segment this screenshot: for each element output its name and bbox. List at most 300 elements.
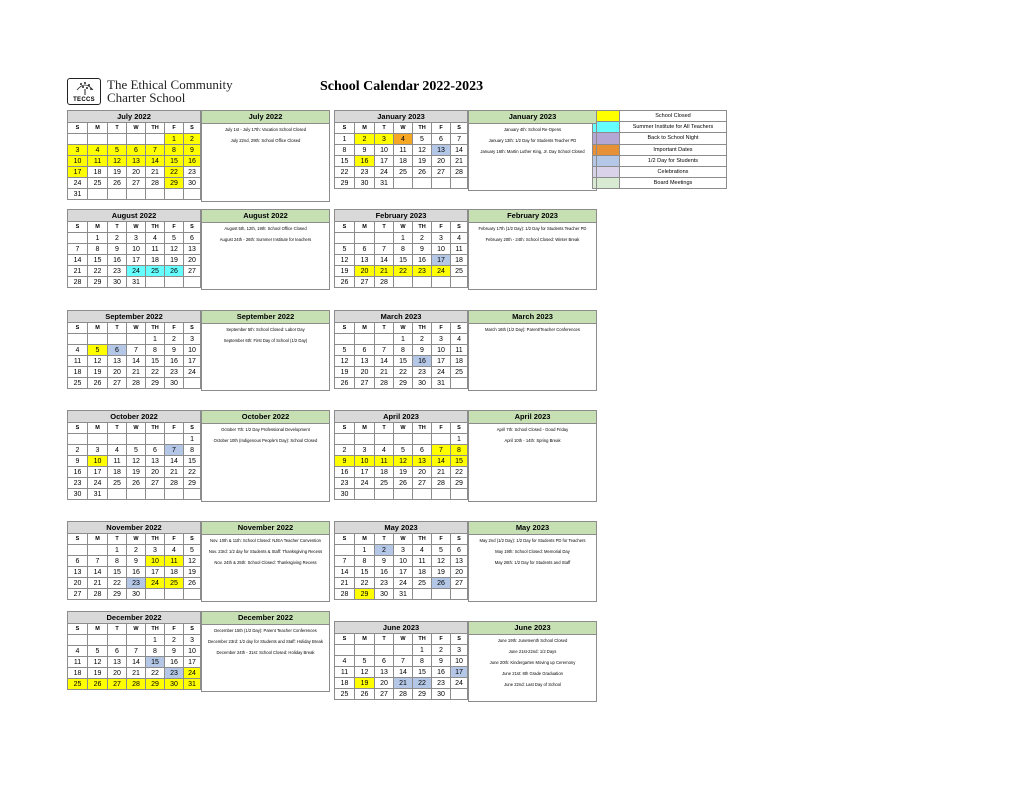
day-cell: 12: [394, 456, 413, 467]
event-note-empty: [469, 168, 597, 179]
day-cell: [394, 178, 413, 189]
day-cell: [375, 489, 394, 500]
day-cell: 27: [432, 167, 451, 178]
day-cell: 21: [127, 367, 146, 378]
weekday-header: S: [451, 423, 468, 434]
day-cell: 29: [108, 589, 127, 600]
day-cell: 1: [451, 434, 468, 445]
day-cell: 12: [88, 356, 108, 367]
weekday-header: M: [88, 222, 108, 233]
day-cell: 9: [335, 456, 355, 467]
day-cell: 16: [127, 567, 146, 578]
day-cell: 25: [146, 266, 165, 277]
day-cell: 7: [432, 445, 451, 456]
day-cell: 9: [165, 345, 184, 356]
week-row: [335, 244, 468, 255]
week-row: [335, 255, 468, 266]
day-cell: 14: [165, 456, 184, 467]
day-cell: [146, 434, 165, 445]
day-cell: 2: [432, 645, 451, 656]
day-cell: 24: [88, 478, 108, 489]
day-cell: 22: [146, 668, 165, 679]
day-cell: 9: [432, 656, 451, 667]
day-cell: 6: [108, 646, 127, 657]
event-note-empty: [469, 368, 597, 379]
day-cell: 6: [355, 244, 375, 255]
notes-title: April 2023: [469, 411, 597, 424]
month-grid-jan: [334, 110, 468, 189]
week-row: [68, 189, 201, 200]
weekday-header: T: [108, 534, 127, 545]
event-note-empty: [202, 568, 330, 579]
day-cell: 25: [413, 578, 432, 589]
event-note-empty: [469, 245, 597, 256]
day-cell: 30: [432, 689, 451, 700]
day-cell: 21: [165, 467, 184, 478]
day-cell: 20: [432, 156, 451, 167]
day-cell: 12: [413, 145, 432, 156]
day-cell: [68, 635, 88, 646]
weekday-header: TH: [146, 534, 165, 545]
day-cell: 25: [451, 266, 468, 277]
day-cell: 4: [108, 445, 127, 456]
day-cell: [394, 645, 413, 656]
event-note: June 20th: Kindergarten Moving up Ceremony: [469, 657, 597, 668]
weekday-header: TH: [413, 222, 432, 233]
day-cell: 2: [413, 233, 432, 244]
day-cell: 30: [108, 277, 127, 288]
day-cell: 28: [375, 378, 394, 389]
weekday-header: M: [88, 624, 108, 635]
event-note-empty: [469, 446, 597, 457]
event-note-empty: [202, 278, 330, 289]
event-note: April 10th - 14th: Spring Break: [469, 435, 597, 446]
day-cell: 24: [184, 668, 201, 679]
day-cell: 4: [68, 345, 88, 356]
day-cell: 14: [394, 667, 413, 678]
day-cell: 10: [375, 145, 394, 156]
day-cell: [375, 334, 394, 345]
event-note-empty: [469, 468, 597, 479]
weekday-header: S: [68, 323, 88, 334]
day-cell: 13: [146, 456, 165, 467]
day-cell: 13: [108, 657, 127, 668]
week-row: [68, 145, 201, 156]
day-cell: 4: [165, 545, 184, 556]
legend-label: Board Meetings: [620, 178, 727, 189]
weekday-header: S: [68, 534, 88, 545]
month-grid-oct: [67, 410, 201, 500]
day-cell: [375, 645, 394, 656]
week-row: [335, 134, 468, 145]
day-cell: 12: [335, 356, 355, 367]
day-cell: 7: [375, 244, 394, 255]
event-note: Nov. 23rd: 1/2 day for Students & Staff: Thanksgiving Recess: [202, 546, 330, 557]
day-cell: 20: [451, 567, 468, 578]
event-note-empty: [469, 690, 597, 701]
day-cell: 8: [146, 646, 165, 657]
week-row: [335, 367, 468, 378]
notes-title: March 2023: [469, 311, 597, 324]
day-cell: 24: [127, 266, 146, 277]
day-cell: 7: [146, 145, 165, 156]
day-cell: 28: [394, 689, 413, 700]
day-cell: 5: [335, 244, 355, 255]
week-row: [335, 645, 468, 656]
week-row: [68, 456, 201, 467]
event-note-empty: [202, 669, 330, 680]
weekday-header: M: [355, 534, 375, 545]
month-grid-nov: [67, 521, 201, 600]
school-name-line-2: Charter School: [107, 90, 186, 105]
weekday-header: M: [355, 323, 375, 334]
day-cell: 13: [413, 456, 432, 467]
day-cell: [413, 589, 432, 600]
day-cell: 19: [335, 367, 355, 378]
weekday-header: S: [184, 624, 201, 635]
day-cell: 18: [146, 255, 165, 266]
day-cell: 1: [413, 645, 432, 656]
day-cell: 18: [413, 567, 432, 578]
event-note-empty: [202, 680, 330, 691]
notes-title: January 2023: [469, 111, 597, 124]
event-note-empty: [202, 490, 330, 501]
day-cell: 5: [165, 233, 184, 244]
weekday-header: W: [394, 222, 413, 233]
logo-abbreviation: TECCS: [73, 97, 95, 103]
day-cell: 21: [375, 367, 394, 378]
day-cell: 23: [413, 266, 432, 277]
event-note-empty: [202, 245, 330, 256]
day-cell: [165, 277, 184, 288]
event-note-empty: [202, 479, 330, 490]
legend-row: [593, 133, 727, 144]
day-cell: 23: [335, 478, 355, 489]
day-cell: 22: [184, 467, 201, 478]
day-cell: 17: [432, 356, 451, 367]
day-cell: 1: [184, 434, 201, 445]
day-cell: 30: [355, 178, 375, 189]
day-cell: 26: [127, 478, 146, 489]
weekday-header: S: [335, 323, 355, 334]
weekday-header: W: [394, 323, 413, 334]
weekday-header: S: [184, 534, 201, 545]
day-cell: 5: [355, 656, 375, 667]
day-cell: 13: [432, 145, 451, 156]
day-cell: 18: [451, 356, 468, 367]
day-cell: 25: [108, 478, 127, 489]
day-cell: 19: [88, 668, 108, 679]
weekday-header: TH: [413, 123, 432, 134]
event-note-empty: [202, 468, 330, 479]
weekday-header: TH: [413, 534, 432, 545]
day-cell: 31: [88, 489, 108, 500]
weekday-header: M: [88, 534, 108, 545]
day-cell: 13: [375, 667, 394, 678]
event-note-empty: [469, 357, 597, 368]
day-cell: 14: [127, 356, 146, 367]
school-name-line-1: The Ethical Community: [107, 77, 233, 92]
day-cell: 7: [127, 646, 146, 657]
day-cell: 11: [451, 244, 468, 255]
event-note: December 24th - 31st: School Closed: Holiday Break: [202, 647, 330, 658]
day-cell: 3: [432, 233, 451, 244]
day-cell: 17: [146, 567, 165, 578]
day-cell: [184, 378, 201, 389]
day-cell: 16: [355, 156, 375, 167]
day-cell: 7: [335, 556, 355, 567]
legend-row: [593, 155, 727, 166]
weekday-header: W: [127, 534, 146, 545]
day-cell: 22: [413, 678, 432, 689]
weekday-header: M: [88, 123, 108, 134]
day-cell: 21: [394, 678, 413, 689]
day-cell: 5: [335, 345, 355, 356]
day-cell: 19: [88, 367, 108, 378]
day-cell: [394, 277, 413, 288]
weekday-header: M: [355, 123, 375, 134]
day-cell: 17: [68, 167, 88, 178]
event-note-empty: [202, 357, 330, 368]
day-cell: [413, 178, 432, 189]
day-cell: 17: [451, 667, 468, 678]
day-cell: 15: [413, 667, 432, 678]
week-row: [68, 233, 201, 244]
week-row: [68, 646, 201, 657]
event-note-empty: [469, 267, 597, 278]
day-cell: 4: [335, 656, 355, 667]
weekday-header: F: [432, 123, 451, 134]
event-note: September 5th: School Closed: Labor Day: [202, 324, 330, 336]
day-cell: 15: [355, 567, 375, 578]
day-cell: 19: [127, 467, 146, 478]
day-cell: 26: [413, 167, 432, 178]
day-cell: 24: [375, 167, 394, 178]
day-cell: 12: [355, 667, 375, 678]
day-cell: 28: [146, 178, 165, 189]
weekday-header: T: [108, 222, 127, 233]
month-title: April 2023: [335, 411, 468, 423]
day-cell: 18: [165, 567, 184, 578]
week-row: [68, 334, 201, 345]
month-grid-jun: [334, 621, 468, 700]
day-cell: 14: [375, 356, 394, 367]
day-cell: 29: [355, 589, 375, 600]
day-cell: 2: [165, 635, 184, 646]
day-cell: 31: [184, 679, 201, 690]
day-cell: 15: [394, 255, 413, 266]
weekday-header: S: [335, 222, 355, 233]
day-cell: 18: [68, 668, 88, 679]
day-cell: 27: [184, 266, 201, 277]
day-cell: 27: [413, 478, 432, 489]
day-cell: 27: [355, 378, 375, 389]
day-cell: 2: [335, 445, 355, 456]
week-row: [68, 589, 201, 600]
day-cell: 30: [165, 679, 184, 690]
day-cell: 9: [375, 556, 394, 567]
day-cell: 20: [184, 255, 201, 266]
tree-logo-icon: [67, 78, 101, 105]
day-cell: 17: [184, 657, 201, 668]
day-cell: 11: [146, 244, 165, 255]
event-note: December 15th (1/2 Day): Parent Teacher Conferences: [202, 625, 330, 637]
day-cell: 31: [68, 189, 88, 200]
day-cell: [394, 434, 413, 445]
day-cell: 22: [355, 578, 375, 589]
notes-title: July 2022: [202, 111, 330, 124]
day-cell: [432, 178, 451, 189]
day-cell: 5: [88, 646, 108, 657]
month-grid-mar: [334, 310, 468, 389]
notes-title: May 2023: [469, 522, 597, 535]
day-cell: 29: [451, 478, 468, 489]
week-row: [68, 178, 201, 189]
weekday-header: W: [394, 123, 413, 134]
day-cell: 14: [88, 567, 108, 578]
day-cell: [451, 689, 468, 700]
day-cell: 14: [335, 567, 355, 578]
week-row: [335, 656, 468, 667]
weekday-header: TH: [413, 323, 432, 334]
month-notes-dec: [201, 611, 330, 692]
day-cell: 28: [375, 277, 394, 288]
day-cell: 2: [108, 233, 127, 244]
day-cell: 1: [146, 334, 165, 345]
weekday-header: T: [108, 123, 127, 134]
day-cell: [146, 277, 165, 288]
month-grid-apr: [334, 410, 468, 500]
day-cell: [432, 277, 451, 288]
weekday-header: TH: [146, 423, 165, 434]
week-row: [68, 578, 201, 589]
day-cell: 29: [88, 277, 108, 288]
day-cell: [413, 277, 432, 288]
day-cell: 19: [413, 156, 432, 167]
weekday-header: W: [127, 624, 146, 635]
day-cell: 18: [375, 467, 394, 478]
day-cell: 12: [165, 244, 184, 255]
day-cell: 11: [335, 667, 355, 678]
day-cell: 2: [375, 545, 394, 556]
day-cell: 11: [88, 156, 108, 167]
week-row: [68, 567, 201, 578]
day-cell: 29: [146, 378, 165, 389]
day-cell: 15: [108, 567, 127, 578]
weekday-header: S: [335, 634, 355, 645]
day-cell: 2: [184, 134, 201, 145]
week-row: [68, 445, 201, 456]
event-note-empty: [469, 157, 597, 168]
day-cell: 4: [394, 134, 413, 145]
day-cell: 13: [127, 156, 146, 167]
day-cell: 4: [68, 646, 88, 657]
event-note-empty: [469, 590, 597, 601]
month-notes-oct: [201, 410, 330, 502]
day-cell: 31: [375, 178, 394, 189]
day-cell: 8: [451, 445, 468, 456]
day-cell: [355, 489, 375, 500]
day-cell: 21: [432, 467, 451, 478]
day-cell: 24: [432, 367, 451, 378]
day-cell: 17: [355, 467, 375, 478]
day-cell: [127, 334, 146, 345]
day-cell: 16: [413, 356, 432, 367]
weekday-header: W: [394, 634, 413, 645]
day-cell: 28: [68, 277, 88, 288]
day-cell: 22: [165, 167, 184, 178]
day-cell: [127, 434, 146, 445]
legend-label: Back to School Night: [620, 133, 727, 144]
day-cell: 10: [432, 244, 451, 255]
day-cell: [394, 489, 413, 500]
month-title: May 2023: [335, 522, 468, 534]
weekday-header: T: [375, 634, 394, 645]
day-cell: 15: [146, 657, 165, 668]
weekday-header: M: [355, 222, 375, 233]
day-cell: 11: [108, 456, 127, 467]
day-cell: 30: [127, 589, 146, 600]
day-cell: 29: [335, 178, 355, 189]
weekday-header: T: [375, 323, 394, 334]
day-cell: [127, 489, 146, 500]
weekday-header: TH: [146, 222, 165, 233]
event-note: June 22nd: Last Day of School: [469, 679, 597, 690]
month-title: January 2023: [335, 111, 468, 123]
day-cell: [88, 134, 108, 145]
day-cell: [127, 134, 146, 145]
day-cell: 11: [68, 356, 88, 367]
notes-title: June 2023: [469, 622, 597, 635]
weekday-header: T: [375, 423, 394, 434]
day-cell: 28: [127, 378, 146, 389]
event-note-empty: [202, 579, 330, 590]
day-cell: 19: [355, 678, 375, 689]
weekday-header: W: [127, 222, 146, 233]
day-cell: 8: [394, 345, 413, 356]
event-note-empty: [469, 278, 597, 289]
day-cell: 11: [451, 345, 468, 356]
day-cell: 9: [165, 646, 184, 657]
week-row: [68, 277, 201, 288]
day-cell: 5: [88, 345, 108, 356]
week-row: [335, 478, 468, 489]
event-note: February 20th - 24th: School Closed: Winter Break: [469, 234, 597, 245]
week-row: [335, 277, 468, 288]
day-cell: [165, 589, 184, 600]
week-row: [335, 145, 468, 156]
weekday-header: T: [375, 534, 394, 545]
day-cell: 13: [355, 356, 375, 367]
day-cell: [68, 134, 88, 145]
weekday-header: S: [451, 123, 468, 134]
month-notes-apr: [468, 410, 597, 502]
day-cell: 25: [68, 679, 88, 690]
event-note-empty: [202, 157, 330, 168]
week-row: [68, 345, 201, 356]
day-cell: 28: [335, 589, 355, 600]
day-cell: 19: [165, 255, 184, 266]
month-title: November 2022: [68, 522, 201, 534]
month-title: July 2022: [68, 111, 201, 123]
notes-title: October 2022: [202, 411, 330, 424]
day-cell: 17: [88, 467, 108, 478]
day-cell: [88, 334, 108, 345]
day-cell: [165, 434, 184, 445]
day-cell: 3: [451, 645, 468, 656]
day-cell: 19: [335, 266, 355, 277]
day-cell: 28: [88, 589, 108, 600]
